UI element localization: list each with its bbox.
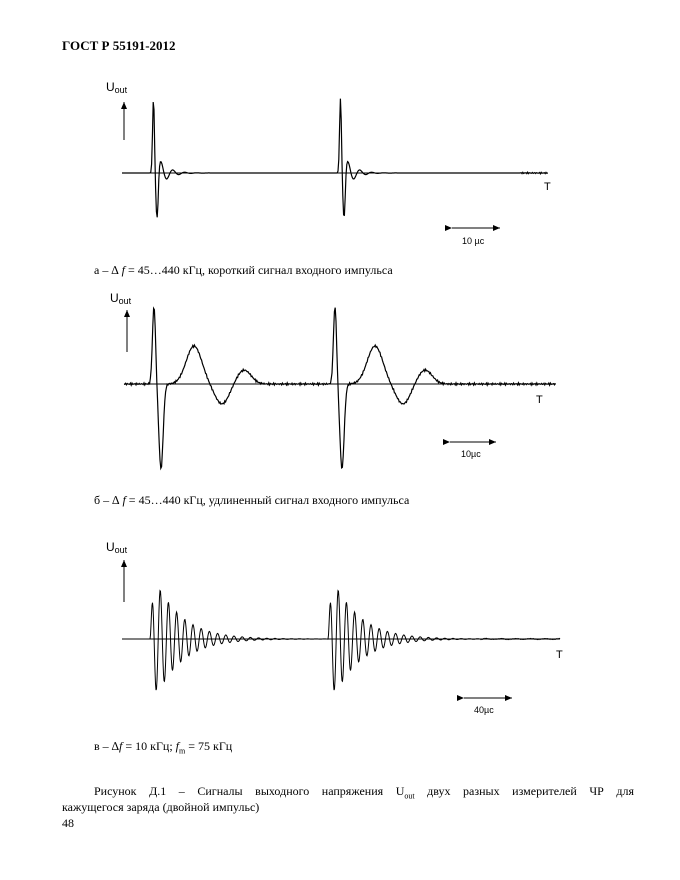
panel-b-caption: б – ∆ f = 45…440 кГц, удлиненный сигнал входного импульса xyxy=(94,493,410,507)
panel-c-y-label: Uout xyxy=(106,540,128,555)
panel-c xyxy=(106,540,563,715)
panel-c-scale-label: 40µc xyxy=(474,705,494,715)
panel-c-waveform xyxy=(122,591,560,690)
panel-c-x-label: T xyxy=(556,649,563,661)
panel-b xyxy=(110,291,556,468)
panel-a-y-label: Uout xyxy=(106,80,128,95)
panel-a xyxy=(106,80,551,246)
panel-b-x-label: T xyxy=(536,394,543,406)
panel-b-scale-label: 10µc xyxy=(461,449,481,459)
panel-a-waveform xyxy=(122,99,548,218)
panel-b-waveform xyxy=(124,308,555,469)
panel-b-y-label: Uout xyxy=(110,291,132,306)
panel-a-scale-label: 10 µc xyxy=(462,236,485,246)
document-header: ГОСТ Р 55191-2012 xyxy=(62,38,176,53)
page-number: 48 xyxy=(62,816,74,830)
panel-c-caption: в – ∆f = 10 кГц; $f_m = 75$ кГц xyxy=(94,739,233,756)
panel-a-x-label: T xyxy=(544,181,551,193)
figure-caption-line2: кажущегося заряда (двойной импульс) xyxy=(62,800,260,814)
figure-caption: Рисунок Д.1 – Сигналы выходного напряжения $U_{out}$ двух разных измерителей ЧР для xyxy=(94,784,634,801)
panel-a-caption: а – ∆ f = 45…440 кГц, короткий сигнал входного импульса xyxy=(94,263,393,277)
